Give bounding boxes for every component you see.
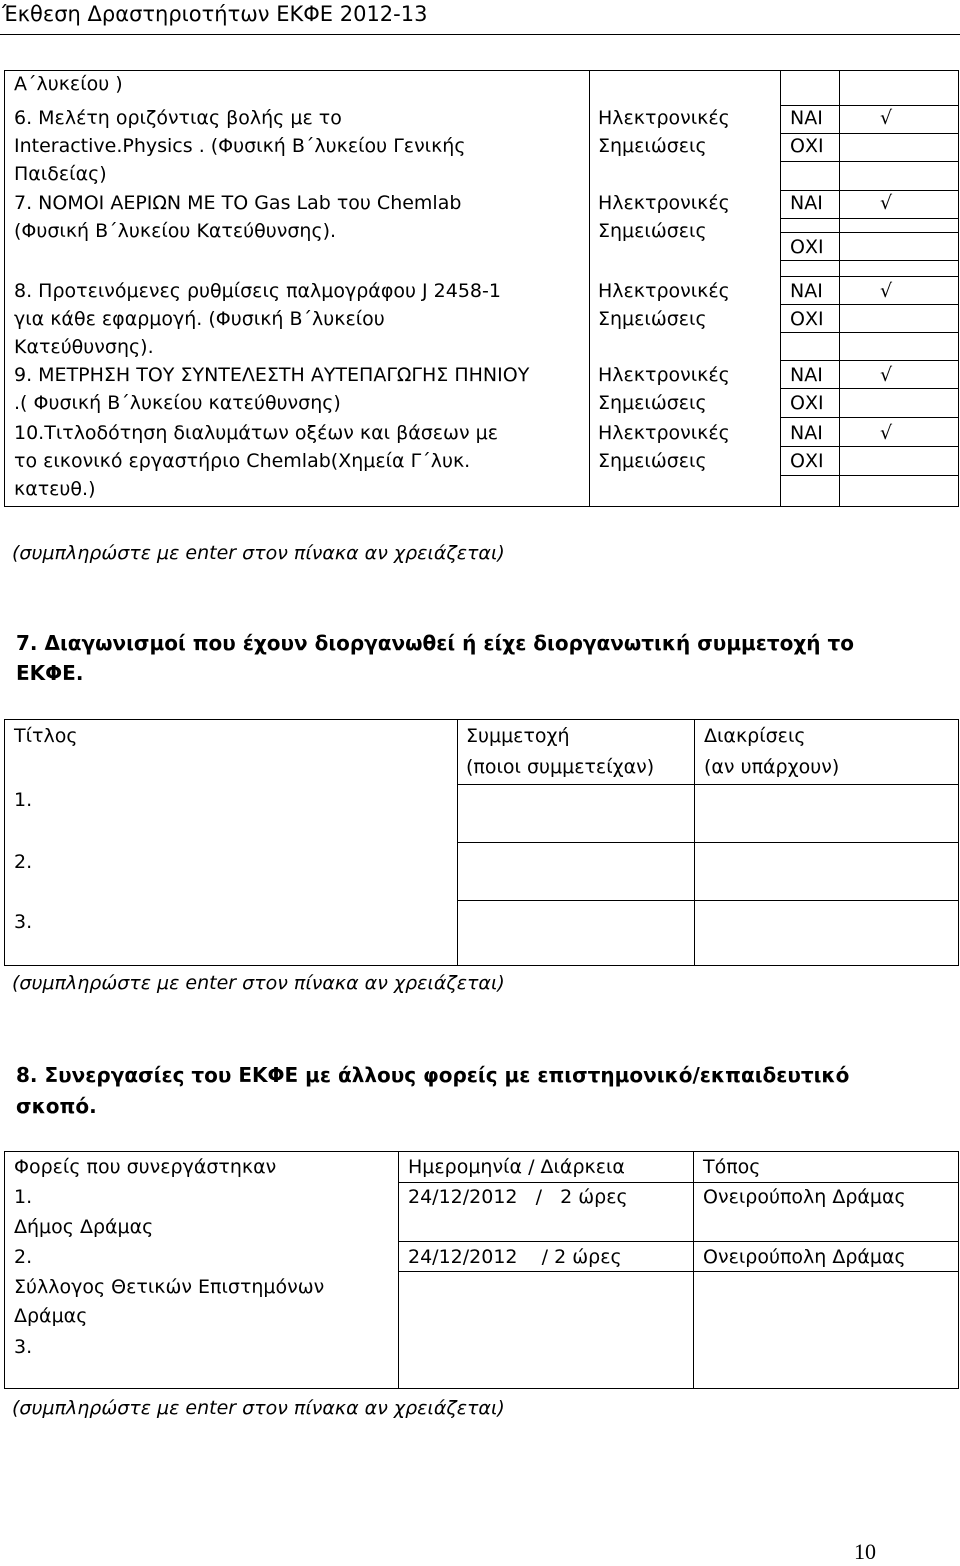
yes-label: ΝΑΙ [790, 422, 823, 444]
yes-label: ΝΑΙ [790, 364, 823, 386]
section-7-heading: 7. Διαγωνισμοί που έχουν διοργανωθεί ή είχε διοργανωτική συμμετοχή το [16, 631, 854, 655]
no-label: ΟΧΙ [790, 308, 824, 330]
page-number: 10 [854, 1539, 876, 1564]
no-label: ΟΧΙ [790, 135, 824, 157]
yes-label: ΝΑΙ [790, 192, 823, 214]
list-item: 3. [14, 911, 33, 933]
list-item: 2. [14, 851, 33, 873]
fill-in-note: (συμπληρώστε με enter στον πίνακα αν χρειάζεται) [12, 542, 505, 564]
section-8-heading: 8. Συνεργασίες του ΕΚΦΕ με άλλους φορείς με επιστημονικό/εκπαιδευτικό [16, 1063, 850, 1087]
no-label: ΟΧΙ [790, 450, 824, 472]
document-header: Έκθεση Δραστηριοτήτων ΕΚΦΕ 2012-13 [2, 2, 428, 26]
column-header-date: Ημερομηνία / Διάρκεια [408, 1156, 625, 1178]
column-header-awards-sub: (αν υπάρχουν) [704, 756, 840, 778]
fill-in-note: (συμπληρώστε με enter στον πίνακα αν χρειάζεται) [12, 972, 505, 994]
yes-label: ΝΑΙ [790, 280, 823, 302]
table-top-row: Α΄λυκείου ) [14, 73, 123, 95]
column-header-place: Τόπος [703, 1156, 761, 1178]
column-header-participation: Συμμετοχή [466, 725, 570, 747]
no-label: ΟΧΙ [790, 236, 824, 258]
fill-in-note: (συμπληρώστε με enter στον πίνακα αν χρειάζεται) [12, 1397, 505, 1419]
column-header-title: Τίτλος [14, 725, 78, 747]
column-header-participation-sub: (ποιοι συμμετείχαν) [466, 756, 655, 778]
column-header-awards: Διακρίσεις [704, 725, 806, 747]
list-item: 1. [14, 789, 33, 811]
check-mark-icon: √ [880, 192, 893, 214]
check-mark-icon: √ [880, 107, 893, 129]
no-label: ΟΧΙ [790, 392, 824, 414]
check-mark-icon: √ [880, 422, 893, 444]
header-rule [0, 34, 960, 35]
section-7-heading-cont: ΕΚΦΕ. [16, 661, 84, 685]
section-8-heading-cont: σκοπό. [16, 1094, 97, 1118]
check-mark-icon: √ [880, 280, 893, 302]
check-mark-icon: √ [880, 364, 893, 386]
column-header-partners: Φορείς που συνεργάστηκαν [14, 1156, 277, 1178]
yes-label: ΝΑΙ [790, 107, 823, 129]
